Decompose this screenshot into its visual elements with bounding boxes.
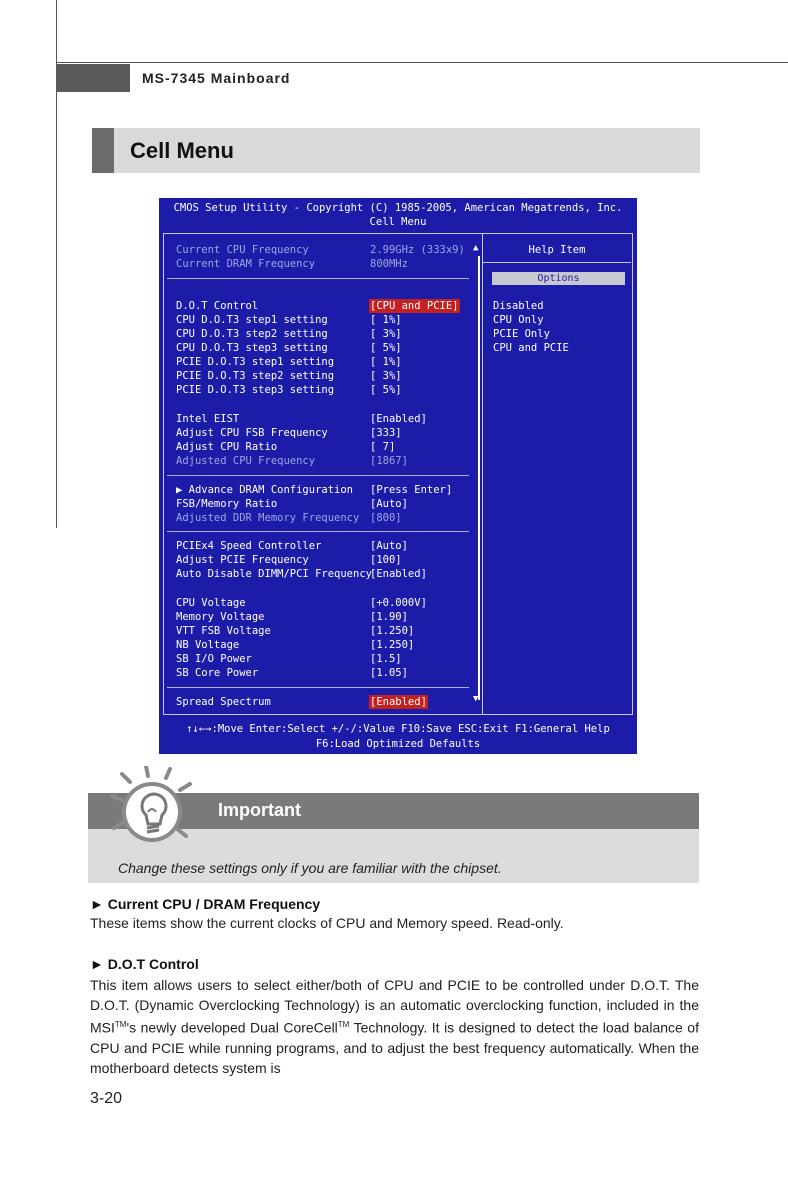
bios-title: CMOS Setup Utility - Copyright (C) 1985-2005, American Megatrends, Inc. [173, 202, 623, 214]
bios-row-label: SB Core Power [176, 667, 259, 679]
bios-row-value[interactable]: [Enabled] [370, 568, 427, 580]
bios-row-label: CPU D.O.T3 step2 setting [176, 328, 328, 340]
bios-row-label: CPU Voltage [176, 597, 246, 609]
bios-row-label: Adjusted DDR Memory Frequency [176, 512, 360, 524]
bios-row-value-selected[interactable]: [CPU and PCIE] [370, 300, 459, 312]
important-title: Important [218, 800, 301, 820]
bios-row-value: [1867] [370, 455, 408, 467]
bios-row-value[interactable]: [1.250] [370, 639, 415, 651]
bios-row-value[interactable]: [ 1%] [370, 356, 402, 368]
bios-row-value[interactable]: [Auto] [370, 498, 408, 510]
bios-row-value[interactable]: [1.05] [370, 667, 408, 679]
bios-panel-divider [482, 233, 483, 714]
scrollbar[interactable] [478, 256, 480, 700]
section-title: Cell Menu [130, 138, 234, 163]
trademark-mark: TM [337, 1020, 350, 1030]
bios-row-label: NB Voltage [176, 639, 240, 651]
item-description [90, 975, 699, 1079]
bios-row-label: SB I/O Power [176, 653, 252, 665]
bios-row-label: PCIE D.O.T3 step3 setting [176, 384, 335, 396]
bios-row-label: ▶ Advance DRAM Configuration [176, 484, 354, 496]
bios-row-value[interactable]: [+0.000V] [370, 597, 427, 609]
header-tab-block [56, 64, 130, 92]
trademark-mark: TM [114, 1020, 127, 1030]
bios-row-label: Intel EIST [176, 413, 240, 425]
bios-row-value[interactable]: [ 7] [370, 441, 396, 453]
bios-row-value[interactable]: [Enabled] [370, 413, 427, 425]
bios-row-value[interactable]: [ 1%] [370, 314, 402, 326]
bios-separator [167, 475, 469, 476]
help-option: Disabled [493, 300, 544, 312]
bios-row-label: Memory Voltage [176, 611, 265, 623]
bios-row-label: PCIE D.O.T3 step2 setting [176, 370, 335, 382]
bios-row-value-selected[interactable]: [Enabled] [370, 696, 427, 708]
help-divider [483, 262, 631, 263]
description-text: 's newly developed Dual CoreCell [126, 1020, 338, 1037]
bios-screen [159, 198, 637, 754]
bios-row-value: [800] [370, 512, 402, 524]
bios-row-value[interactable]: [ 5%] [370, 342, 402, 354]
item-heading: ► D.O.T Control [90, 956, 199, 972]
bios-row-value[interactable]: [ 5%] [370, 384, 402, 396]
bios-row-label: D.O.T Control [176, 300, 259, 312]
bios-separator [167, 687, 469, 688]
bios-separator [167, 531, 469, 532]
bios-row-label: Adjust PCIE Frequency [176, 554, 309, 566]
scroll-down-arrow-icon[interactable]: ▼ [473, 694, 479, 704]
section-title-accent [92, 128, 114, 173]
bios-menu-name: Cell Menu [369, 216, 427, 228]
bios-row-value[interactable]: [1.250] [370, 625, 415, 637]
bios-row-value: 800MHz [370, 258, 408, 270]
bios-row-label: Auto Disable DIMM/PCI Frequency [176, 568, 372, 580]
bios-row-label: PCIE D.O.T3 step1 setting [176, 356, 335, 368]
lightbulb-icon [110, 766, 200, 856]
bios-row-value: 2.99GHz (333x9) [370, 244, 465, 256]
bios-row-value[interactable]: [100] [370, 554, 402, 566]
bios-key-help-defaults: F6:Load Optimized Defaults [315, 738, 481, 750]
bios-row-value[interactable]: [ 3%] [370, 328, 402, 340]
help-option: PCIE Only [493, 328, 550, 340]
item-heading: ► Current CPU / DRAM Frequency [90, 896, 321, 912]
bios-separator [167, 278, 469, 279]
bios-row-label: Current CPU Frequency [176, 244, 309, 256]
bios-row-label: PCIEx4 Speed Controller [176, 540, 322, 552]
item-description: These items show the current clocks of CPU and Memory speed. Read-only. [90, 915, 564, 931]
bios-row-label: FSB/Memory Ratio [176, 498, 278, 510]
description-text: Technology. It is designed to detect the load balance of CPU and PCIE while running programs, and to adjust the best frequency automatically. When the motherboard detects system is [90, 1020, 699, 1077]
bios-row-label: Adjust CPU FSB Frequency [176, 427, 328, 439]
bios-row-label: Adjust CPU Ratio [176, 441, 278, 453]
important-text: Change these settings only if you are familiar with the chipset. [118, 860, 502, 876]
help-option: CPU Only [493, 314, 544, 326]
bios-row-value[interactable]: [1.5] [370, 653, 402, 665]
options-label: Options [537, 273, 580, 284]
bios-row-label: CPU D.O.T3 step1 setting [176, 314, 328, 326]
help-option: CPU and PCIE [493, 342, 569, 354]
bios-row-value[interactable]: [Press Enter] [370, 484, 453, 496]
bios-row-label: Adjusted CPU Frequency [176, 455, 316, 467]
help-item-title: Help Item [528, 244, 586, 256]
bios-row-value[interactable]: [ 3%] [370, 370, 402, 382]
bios-row-label: Current DRAM Frequency [176, 258, 316, 270]
bios-row-label: Spread Spectrum [176, 696, 271, 708]
manual-header-title: MS-7345 Mainboard [142, 70, 291, 86]
bios-row-value[interactable]: [Auto] [370, 540, 408, 552]
bios-row-value[interactable]: [1.90] [370, 611, 408, 623]
bios-row-label: VTT FSB Voltage [176, 625, 271, 637]
scroll-up-arrow-icon[interactable]: ▲ [473, 243, 479, 253]
bios-key-help: ↑↓←→:Move Enter:Select +/-/:Value F10:Save ESC:Exit F1:General Help [186, 723, 610, 735]
header-rule [56, 62, 788, 63]
description-text: This item allows users to select either/both of CPU and PCIE to be controlled under D.O.T. The D.O.T. (Dynamic Overclocking Technology) is an automatic overclocking function, included in the MSI [90, 977, 699, 1037]
bios-row-value[interactable]: [333] [370, 427, 402, 439]
page-number: 3-20 [90, 1090, 123, 1107]
bios-row-label: CPU D.O.T3 step3 setting [176, 342, 328, 354]
